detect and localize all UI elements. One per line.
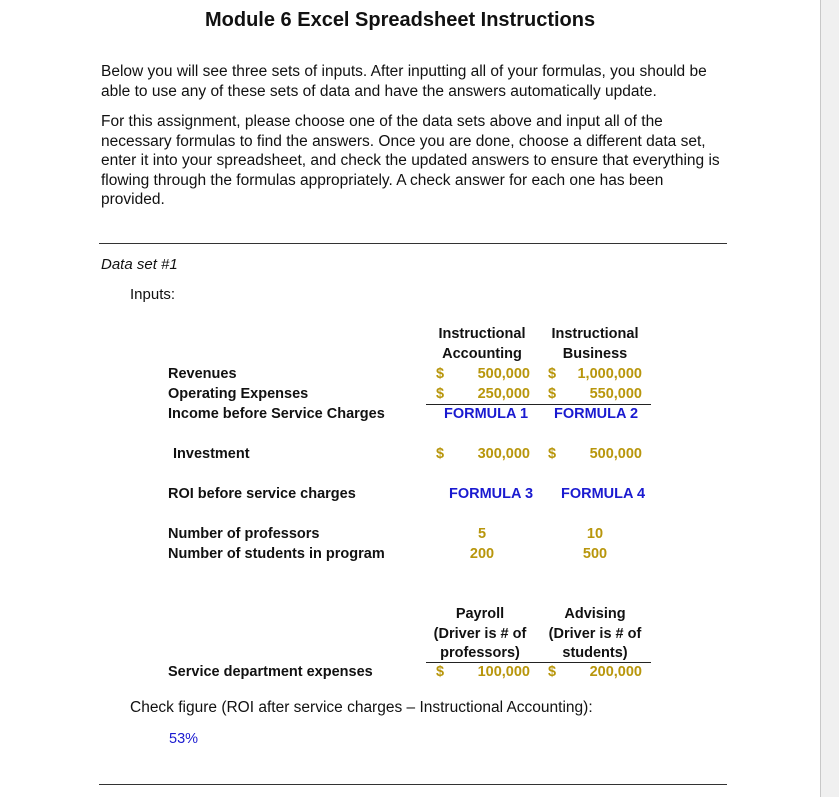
- investment-accounting: $ 300,000: [436, 446, 530, 462]
- intro-paragraph: Below you will see three sets of inputs. After inputting all of your formulas, you should be able to use any of these sets of data and have the answers automatically update.: [101, 63, 707, 100]
- revenues-business: $ 1,000,000: [548, 366, 642, 382]
- service-label: Service department expenses: [168, 664, 373, 680]
- divider: [99, 243, 727, 244]
- investment-label: Investment: [173, 446, 250, 462]
- check-figure-label: Check figure (ROI after service charges – Instructional Accounting):: [130, 699, 593, 716]
- formula-3: FORMULA 3: [448, 486, 534, 502]
- roi-label: ROI before service charges: [168, 486, 356, 502]
- advising-expense: $ 200,000: [548, 664, 642, 680]
- opex-accounting: $ 250,000: [436, 386, 530, 402]
- header-underline: [426, 662, 651, 663]
- col-header-payroll: Payroll (Driver is # of professors): [433, 606, 527, 661]
- formula-1: FORMULA 1: [443, 406, 529, 422]
- professors-accounting: 5: [477, 526, 487, 542]
- income-label: Income before Service Charges: [168, 406, 385, 422]
- students-accounting: 200: [469, 546, 495, 562]
- dataset-label: Data set #1: [101, 256, 178, 273]
- page-title: Module 6 Excel Spreadsheet Instructions: [205, 9, 596, 31]
- students-label: Number of students in program: [168, 546, 385, 562]
- opex-business: $ 550,000: [548, 386, 642, 402]
- opex-label: Operating Expenses: [168, 386, 309, 402]
- check-figure-value: 53%: [169, 731, 199, 747]
- col-header-advising: Advising (Driver is # of students): [548, 606, 642, 661]
- formula-2: FORMULA 2: [553, 406, 639, 422]
- revenues-label: Revenues: [168, 366, 237, 382]
- col-header-accounting: Instructional Accounting: [438, 326, 526, 362]
- payroll-expense: $ 100,000: [436, 664, 530, 680]
- divider-bottom: [99, 784, 727, 785]
- professors-business: 10: [586, 526, 604, 542]
- investment-business: $ 500,000: [548, 446, 642, 462]
- col-header-business: Instructional Business: [551, 326, 639, 362]
- professors-label: Number of professors: [168, 526, 320, 542]
- revenues-accounting: $ 500,000: [436, 366, 530, 382]
- formula-4: FORMULA 4: [560, 486, 646, 502]
- inputs-label: Inputs:: [130, 286, 176, 303]
- instructions-paragraph: For this assignment, please choose one of the data sets above and input all of the necessary formulas to find the answers. Once you are done, choose a different data set, enter it into your spreadsheet, and check the updated answers to ensure that everything is flowing through the formulas appropriately. A check answer for each one has been provided.: [101, 113, 720, 209]
- students-business: 500: [582, 546, 608, 562]
